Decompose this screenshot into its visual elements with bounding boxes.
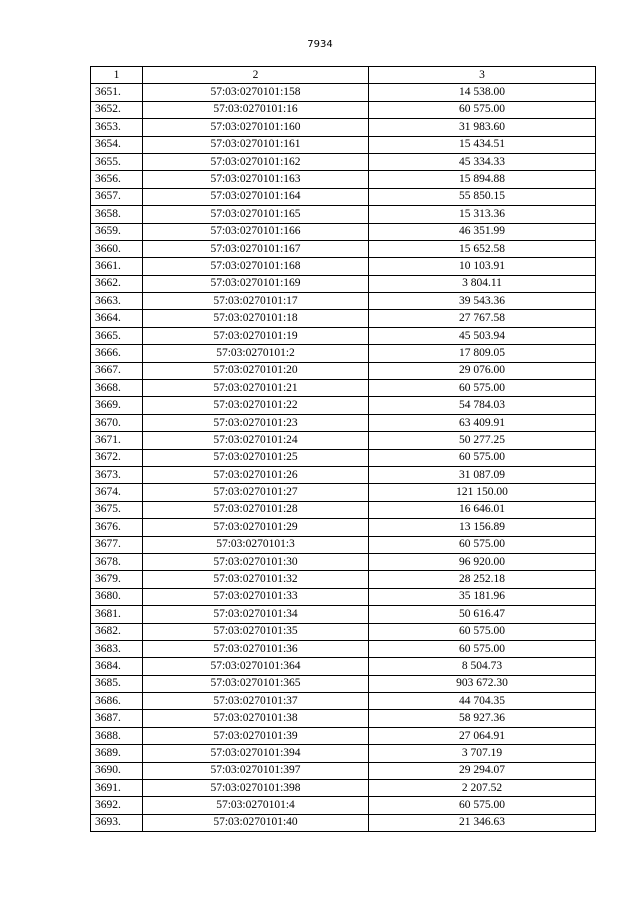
table-body xyxy=(91,84,596,832)
value-cell: 2 207.52 xyxy=(369,780,596,797)
value-cell: 13 156.89 xyxy=(369,519,596,536)
table-row xyxy=(91,606,596,623)
row-number-cell: 3665. xyxy=(91,327,143,344)
value-cell: 96 920.00 xyxy=(369,553,596,570)
row-number-cell: 3652. xyxy=(91,101,143,118)
row-number-cell: 3655. xyxy=(91,153,143,170)
value-cell: 28 252.18 xyxy=(369,571,596,588)
row-number-cell: 3691. xyxy=(91,780,143,797)
table-row xyxy=(91,675,596,692)
row-number-cell: 3672. xyxy=(91,449,143,466)
table-row xyxy=(91,414,596,431)
cadastral-number-cell: 57:03:0270101:165 xyxy=(143,206,369,223)
cadastral-number-cell: 57:03:0270101:4 xyxy=(143,797,369,814)
table-row xyxy=(91,206,596,223)
cadastral-number-cell: 57:03:0270101:38 xyxy=(143,710,369,727)
table-row xyxy=(91,745,596,762)
value-cell: 121 150.00 xyxy=(369,484,596,501)
cadastral-number-cell: 57:03:0270101:23 xyxy=(143,414,369,431)
value-cell: 50 277.25 xyxy=(369,432,596,449)
cadastral-number-cell: 57:03:0270101:167 xyxy=(143,240,369,257)
cadastral-number-cell: 57:03:0270101:18 xyxy=(143,310,369,327)
value-cell: 21 346.63 xyxy=(369,814,596,831)
row-number-cell: 3678. xyxy=(91,553,143,570)
table-row xyxy=(91,640,596,657)
row-number-cell: 3657. xyxy=(91,188,143,205)
table-row xyxy=(91,171,596,188)
row-number-cell: 3668. xyxy=(91,380,143,397)
value-cell: 63 409.91 xyxy=(369,414,596,431)
cadastral-number-cell: 57:03:0270101:21 xyxy=(143,380,369,397)
table-row xyxy=(91,432,596,449)
value-cell: 16 646.01 xyxy=(369,501,596,518)
cadastral-number-cell: 57:03:0270101:33 xyxy=(143,588,369,605)
cadastral-number-cell: 57:03:0270101:19 xyxy=(143,327,369,344)
row-number-cell: 3693. xyxy=(91,814,143,831)
cadastral-number-cell: 57:03:0270101:35 xyxy=(143,623,369,640)
cadastral-number-cell: 57:03:0270101:166 xyxy=(143,223,369,240)
cadastral-number-cell: 57:03:0270101:30 xyxy=(143,553,369,570)
table-row xyxy=(91,397,596,414)
value-cell: 15 652.58 xyxy=(369,240,596,257)
row-number-cell: 3658. xyxy=(91,206,143,223)
value-cell: 45 334.33 xyxy=(369,153,596,170)
table-row xyxy=(91,310,596,327)
value-cell: 60 575.00 xyxy=(369,797,596,814)
row-number-cell: 3681. xyxy=(91,606,143,623)
cadastral-number-cell: 57:03:0270101:26 xyxy=(143,466,369,483)
cadastral-number-cell: 57:03:0270101:34 xyxy=(143,606,369,623)
row-number-cell: 3683. xyxy=(91,640,143,657)
cadastral-number-cell: 57:03:0270101:39 xyxy=(143,727,369,744)
cadastral-number-cell: 57:03:0270101:365 xyxy=(143,675,369,692)
value-cell: 55 850.15 xyxy=(369,188,596,205)
table-row xyxy=(91,501,596,518)
table-row xyxy=(91,119,596,136)
row-number-cell: 3673. xyxy=(91,466,143,483)
table-row xyxy=(91,693,596,710)
cadastral-number-cell: 57:03:0270101:16 xyxy=(143,101,369,118)
table-row xyxy=(91,275,596,292)
value-cell: 10 103.91 xyxy=(369,258,596,275)
value-cell: 44 704.35 xyxy=(369,693,596,710)
value-cell: 60 575.00 xyxy=(369,536,596,553)
value-cell: 45 503.94 xyxy=(369,327,596,344)
row-number-cell: 3675. xyxy=(91,501,143,518)
table-row xyxy=(91,780,596,797)
column-header-1: 1 xyxy=(91,67,143,84)
cadastral-number-cell: 57:03:0270101:32 xyxy=(143,571,369,588)
row-number-cell: 3670. xyxy=(91,414,143,431)
value-cell: 15 313.36 xyxy=(369,206,596,223)
value-cell: 29 076.00 xyxy=(369,362,596,379)
row-number-cell: 3667. xyxy=(91,362,143,379)
page-number: 7934 xyxy=(307,39,333,50)
row-number-cell: 3686. xyxy=(91,693,143,710)
cadastral-number-cell: 57:03:0270101:161 xyxy=(143,136,369,153)
value-cell: 35 181.96 xyxy=(369,588,596,605)
table-row xyxy=(91,623,596,640)
row-number-cell: 3677. xyxy=(91,536,143,553)
cadastral-number-cell: 57:03:0270101:3 xyxy=(143,536,369,553)
row-number-cell: 3674. xyxy=(91,484,143,501)
row-number-cell: 3690. xyxy=(91,762,143,779)
table-row xyxy=(91,484,596,501)
value-cell: 15 894.88 xyxy=(369,171,596,188)
table-row xyxy=(91,188,596,205)
row-number-cell: 3671. xyxy=(91,432,143,449)
cadastral-number-cell: 57:03:0270101:394 xyxy=(143,745,369,762)
value-cell: 46 351.99 xyxy=(369,223,596,240)
cadastral-number-cell: 57:03:0270101:40 xyxy=(143,814,369,831)
value-cell: 50 616.47 xyxy=(369,606,596,623)
cadastral-number-cell: 57:03:0270101:29 xyxy=(143,519,369,536)
value-cell: 31 983.60 xyxy=(369,119,596,136)
cadastral-number-cell: 57:03:0270101:169 xyxy=(143,275,369,292)
row-number-cell: 3653. xyxy=(91,119,143,136)
cadastral-number-cell: 57:03:0270101:158 xyxy=(143,84,369,101)
value-cell: 60 575.00 xyxy=(369,380,596,397)
table-row xyxy=(91,658,596,675)
table-row xyxy=(91,449,596,466)
value-cell: 60 575.00 xyxy=(369,623,596,640)
table-row xyxy=(91,727,596,744)
row-number-cell: 3688. xyxy=(91,727,143,744)
value-cell: 14 538.00 xyxy=(369,84,596,101)
row-number-cell: 3654. xyxy=(91,136,143,153)
value-cell: 54 784.03 xyxy=(369,397,596,414)
column-header-2: 2 xyxy=(143,67,369,84)
cadastral-number-cell: 57:03:0270101:168 xyxy=(143,258,369,275)
cadastral-number-cell: 57:03:0270101:25 xyxy=(143,449,369,466)
table-row xyxy=(91,258,596,275)
row-number-cell: 3692. xyxy=(91,797,143,814)
table-row xyxy=(91,153,596,170)
value-cell: 3 804.11 xyxy=(369,275,596,292)
table-row xyxy=(91,223,596,240)
row-number-cell: 3685. xyxy=(91,675,143,692)
value-cell: 17 809.05 xyxy=(369,345,596,362)
table-row xyxy=(91,293,596,310)
table-row xyxy=(91,797,596,814)
table-row xyxy=(91,536,596,553)
cadastral-number-cell: 57:03:0270101:20 xyxy=(143,362,369,379)
row-number-cell: 3660. xyxy=(91,240,143,257)
row-number-cell: 3651. xyxy=(91,84,143,101)
cadastral-number-cell: 57:03:0270101:397 xyxy=(143,762,369,779)
table-row xyxy=(91,101,596,118)
cadastral-number-cell: 57:03:0270101:2 xyxy=(143,345,369,362)
row-number-cell: 3669. xyxy=(91,397,143,414)
value-cell: 27 767.58 xyxy=(369,310,596,327)
table-row xyxy=(91,240,596,257)
value-cell: 903 672.30 xyxy=(369,675,596,692)
value-cell: 27 064.91 xyxy=(369,727,596,744)
cadastral-number-cell: 57:03:0270101:160 xyxy=(143,119,369,136)
cadastral-number-cell: 57:03:0270101:164 xyxy=(143,188,369,205)
table-row xyxy=(91,380,596,397)
table-row xyxy=(91,84,596,101)
value-cell: 8 504.73 xyxy=(369,658,596,675)
row-number-cell: 3656. xyxy=(91,171,143,188)
table-row xyxy=(91,762,596,779)
row-number-cell: 3664. xyxy=(91,310,143,327)
value-cell: 58 927.36 xyxy=(369,710,596,727)
value-cell: 39 543.36 xyxy=(369,293,596,310)
table-row xyxy=(91,327,596,344)
column-header-3: 3 xyxy=(369,67,596,84)
table-row xyxy=(91,814,596,831)
value-cell: 29 294.07 xyxy=(369,762,596,779)
cadastral-number-cell: 57:03:0270101:28 xyxy=(143,501,369,518)
value-cell: 60 575.00 xyxy=(369,640,596,657)
row-number-cell: 3680. xyxy=(91,588,143,605)
row-number-cell: 3687. xyxy=(91,710,143,727)
table-row xyxy=(91,588,596,605)
table-row xyxy=(91,553,596,570)
table-header-row xyxy=(91,67,596,84)
row-number-cell: 3666. xyxy=(91,345,143,362)
row-number-cell: 3661. xyxy=(91,258,143,275)
value-cell: 31 087.09 xyxy=(369,466,596,483)
value-cell: 15 434.51 xyxy=(369,136,596,153)
cadastral-number-cell: 57:03:0270101:398 xyxy=(143,780,369,797)
row-number-cell: 3684. xyxy=(91,658,143,675)
table-row xyxy=(91,466,596,483)
table-row xyxy=(91,710,596,727)
row-number-cell: 3663. xyxy=(91,293,143,310)
cadastral-number-cell: 57:03:0270101:17 xyxy=(143,293,369,310)
table-row xyxy=(91,345,596,362)
cadastral-number-cell: 57:03:0270101:36 xyxy=(143,640,369,657)
row-number-cell: 3662. xyxy=(91,275,143,292)
cadastral-number-cell: 57:03:0270101:27 xyxy=(143,484,369,501)
table-row xyxy=(91,136,596,153)
cadastral-number-cell: 57:03:0270101:37 xyxy=(143,693,369,710)
cadastral-value-table xyxy=(90,66,596,832)
table-row xyxy=(91,362,596,379)
row-number-cell: 3689. xyxy=(91,745,143,762)
table-row xyxy=(91,571,596,588)
value-cell: 60 575.00 xyxy=(369,449,596,466)
cadastral-number-cell: 57:03:0270101:364 xyxy=(143,658,369,675)
value-cell: 3 707.19 xyxy=(369,745,596,762)
row-number-cell: 3659. xyxy=(91,223,143,240)
value-cell: 60 575.00 xyxy=(369,101,596,118)
row-number-cell: 3682. xyxy=(91,623,143,640)
cadastral-number-cell: 57:03:0270101:22 xyxy=(143,397,369,414)
row-number-cell: 3679. xyxy=(91,571,143,588)
row-number-cell: 3676. xyxy=(91,519,143,536)
cadastral-number-cell: 57:03:0270101:163 xyxy=(143,171,369,188)
table-row xyxy=(91,519,596,536)
cadastral-number-cell: 57:03:0270101:162 xyxy=(143,153,369,170)
cadastral-number-cell: 57:03:0270101:24 xyxy=(143,432,369,449)
